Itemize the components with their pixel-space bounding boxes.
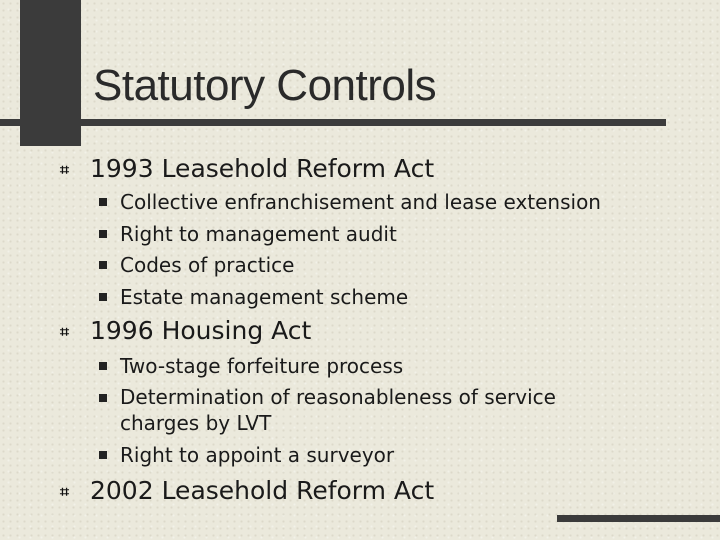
square-bullet-icon — [99, 230, 107, 238]
square-bullet-icon — [99, 394, 107, 402]
square-bullet-icon — [99, 198, 107, 206]
list-item: Collective enfranchisement and lease extension — [120, 190, 601, 214]
list-item: Codes of practice — [120, 253, 295, 277]
list-item-continuation: charges by LVT — [120, 411, 272, 435]
list-item: Right to appoint a surveyor — [120, 443, 395, 467]
hash-bullet-icon: ⌗ — [60, 160, 70, 179]
square-bullet-icon — [99, 293, 107, 301]
section-heading-1993: 1993 Leasehold Reform Act — [90, 154, 435, 183]
hash-bullet-icon: ⌗ — [60, 482, 70, 501]
section-heading-2002: 2002 Leasehold Reform Act — [90, 476, 435, 505]
list-item: Right to management audit — [120, 222, 397, 246]
footer-rule — [557, 515, 720, 522]
title-rule — [0, 119, 666, 126]
list-item: Estate management scheme — [120, 285, 409, 309]
section-heading-1996: 1996 Housing Act — [90, 316, 312, 345]
square-bullet-icon — [99, 362, 107, 370]
hash-bullet-icon: ⌗ — [60, 322, 70, 341]
square-bullet-icon — [99, 261, 107, 269]
slide-title: Statutory Controls — [93, 61, 437, 110]
square-bullet-icon — [99, 451, 107, 459]
list-item: Determination of reasonableness of service — [120, 385, 556, 409]
list-item: Two-stage forfeiture process — [120, 354, 404, 378]
